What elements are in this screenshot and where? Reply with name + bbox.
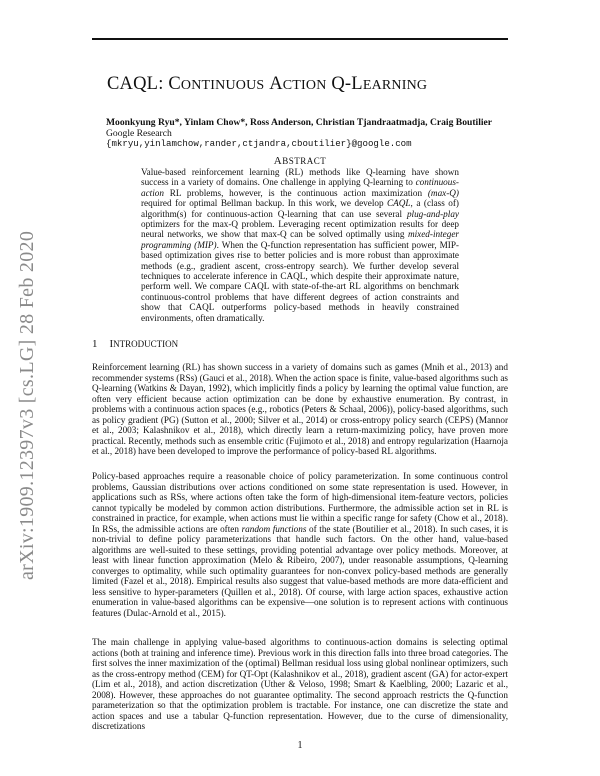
affiliation: Google Research: [106, 128, 172, 139]
intro-paragraph-3: The main challenge in applying value-based algorithms to continuous-action domains is selecting optimal actions (both at training and inference time). Previous work in this direction falls into three broad categories. The first solves the inner maximization of the (optimal) Bellman residual loss using global nonlinear optimizers, such as the cross-entropy method (CEM) for QT-Opt (Kalashnikov et al., 2018), gradient ascent (GA) for actor-expert (Lim et al., 2018), and action discretization (Uther & Veloso, 1998; Smart & Kaelbling, 2000; Lazaric et al., 2008). However, these approaches do not guarantee optimality. The second approach restricts the Q-function parameterization so that the optimization problem is tractable. For instance, one can discretize the state and action spaces and use a tabular Q-function representation. However, due to the curse of dimensionality, discretizations: [92, 637, 508, 731]
intro-paragraph-1: Reinforcement learning (RL) has shown success in a variety of domains such as games (Mnih et al., 2013) and recommender systems (RSs) (Gauci et al., 2018). When the action space is finite, value-based algorithms such as Q-learning (Watkins & Dayan, 1992), which implicitly finds a policy by learning the optimal value function, are often very efficient because action optimization can be done by exhaustive enumeration. By contrast, in problems with a continuous action spaces (e.g., robotics (Peters & Schaal, 2006)), policy-based algorithms, such as policy gradient (PG) (Sutton et al., 2000; Silver et al., 2014) or cross-entropy policy search (CEPS) (Mannor et al., 2003; Kalashnikov et al., 2018), which directly learn a return-maximizing policy, have proven more practical. Recently, methods such as ensemble critic (Fujimoto et al., 2018) and entropy regularization (Haarnoja et al., 2018) have been developed to improve the performance of policy-based RL algorithms.: [92, 362, 508, 456]
intro-paragraph-2: Policy-based approaches require a reasonable choice of policy parameterization. In some continuous control problems, Gaussian distributions over actions conditioned on some state representation is used. However, in applications such as RSs, where actions often take the form of high-dimensional item-feature vectors, policies cannot typically be modeled by common action distributions. Furthermore, the admissible action set in RL is constrained in practice, for example, when actions must lie within a specific range for safety (Chow et al., 2018). In RSs, the admissible actions are often random functions of the state (Boutilier et al., 2018). In such cases, it is non-trivial to define policy parameterizations that handle such factors. On the other hand, value-based algorithms are well-suited to these settings, providing potential advantage over policy methods. Moreover, at least with linear function approximation (Melo & Ribeiro, 2007), under reasonable assumptions, Q-learning converges to optimality, while such optimality guarantees for non-convex policy-based methods are generally limited (Fazel et al., 2018). Empirical results also suggest that value-based methods are more data-efficient and less sensitive to hyper-parameters (Quillen et al., 2018). Of course, with large action spaces, exhaustive action enumeration in value-based algorithms can be expensive—one solution is to represent actions with continuous features (Dulac-Arnold et al., 2015).: [92, 471, 508, 618]
paper-title: CAQL: CONTINUOUS ACTION Q-LEARNING: [107, 74, 428, 94]
abstract-text: Value-based reinforcement learning (RL) methods like Q-learning have shown success in a variety of domains. One challenge in applying Q-learning to continuous-action RL problems, however, is the continuous action maximization (max-Q) required for optimal Bellman backup. In this work, we develop CAQL, a (class of) algorithm(s) for continuous-action Q-learning that can use several plug-and-play optimizers for the max-Q problem. Leveraging recent optimization results for deep neural networks, we show that max-Q can be solved optimally using mixed-integer programming (MIP). When the Q-function representation has sufficient power, MIP-based optimization gives rise to better policies and is more robust than approximate methods (e.g., gradient ascent, cross-entropy search). We further develop several techniques to accelerate inference in CAQL, which despite their approximate nature, perform well. We compare CAQL with state-of-the-art RL algorithms on benchmark continuous-control problems that have different degrees of action constraints and show that CAQL outperforms policy-based methods in heavily constrained environments, often dramatically.: [141, 167, 459, 323]
author-list: Moonkyung Ryu*, Yinlam Chow*, Ross Anderson, Christian Tjandraatmadja, Craig Boutilier: [106, 117, 493, 128]
abstract-heading: ABSTRACT: [273, 155, 327, 167]
title-top-rule: [92, 38, 508, 40]
page-number: 1: [297, 740, 303, 751]
section-heading-introduction: 1 INTRODUCTION: [92, 338, 179, 350]
arxiv-identifier: arXiv:1909.12397v3 [cs.LG] 28 Feb 2020: [16, 230, 38, 580]
author-emails: {mkryu,yinlamchow,rander,ctjandra,cboutilier}@google.com: [106, 138, 412, 149]
